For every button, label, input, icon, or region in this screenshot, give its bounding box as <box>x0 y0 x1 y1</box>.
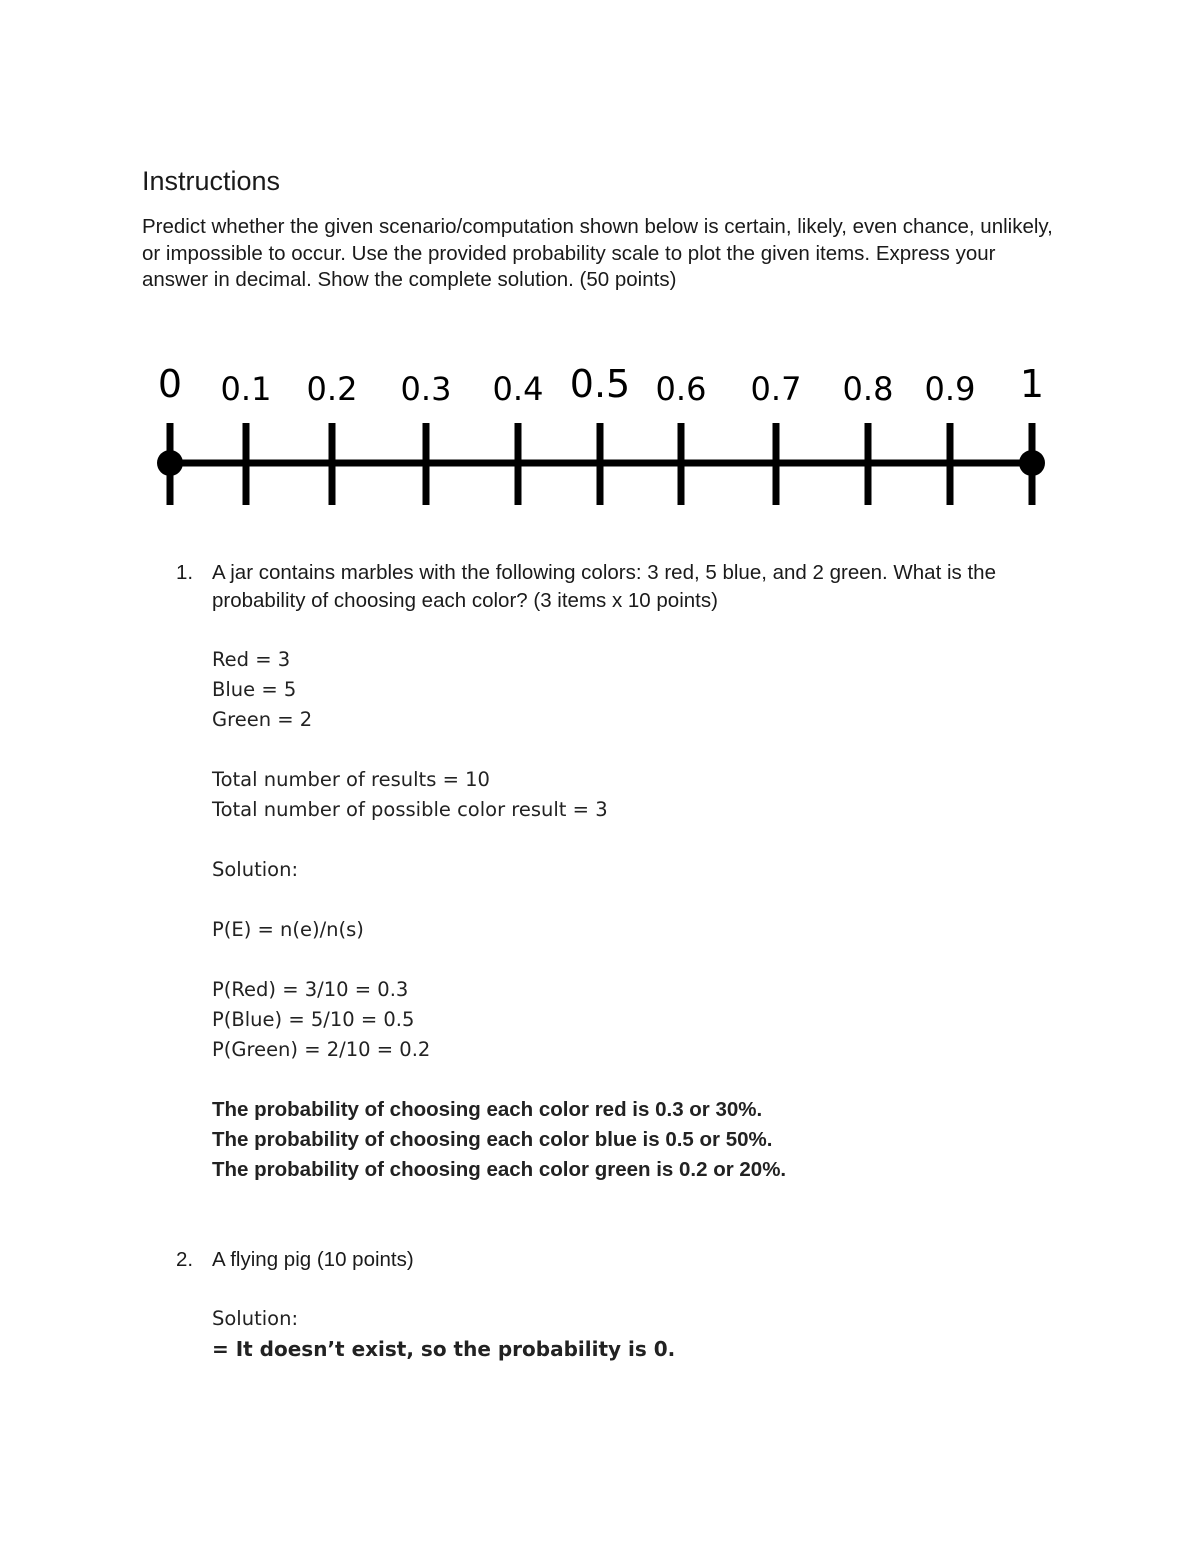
given-blue: Blue = 5 <box>212 678 297 701</box>
scale-label-0.9: 0.9 <box>924 370 976 408</box>
answer-green: The probability of choosing each color green is 0.2 or 20%. <box>212 1158 787 1181</box>
formula: P(E) = n(e)/n(s) <box>212 918 364 941</box>
scale-label-0.6: 0.6 <box>655 370 707 408</box>
question-number: 2. <box>176 1248 194 1271</box>
scale-label-0.8: 0.8 <box>842 370 894 408</box>
computation-blue: P(Blue) = 5/10 = 0.5 <box>212 1008 415 1031</box>
probability-scale-graphic <box>140 355 1060 520</box>
instructions-text: Predict whether the given scenario/computation shown below is certain, likely, even chance, unlikely, or impossible to occur. Use the provided probability scale to plot the given items. Express your answer in decimal. Show the complete solution. (50 points) <box>142 215 1053 291</box>
computation-green: P(Green) = 2/10 = 0.2 <box>212 1038 431 1061</box>
answer-blue: The probability of choosing each color blue is 0.5 or 50%. <box>212 1128 773 1151</box>
scale-label-0.1: 0.1 <box>220 370 272 408</box>
given-green: Green = 2 <box>212 708 313 731</box>
scale-endpoint-dot <box>157 450 183 476</box>
instructions-heading: Instructions <box>142 166 281 196</box>
answer-red: The probability of choosing each color red is 0.3 or 30%. <box>212 1098 763 1121</box>
scale-label-1: 1 <box>1019 362 1045 406</box>
final-answer: = It doesn’t exist, so the probability is 0. <box>212 1337 676 1361</box>
question-text: A jar contains marbles with the following colors: 3 red, 5 blue, and 2 green. What is the probability of choosing each color? (3 items x 10 points) <box>212 561 996 612</box>
scale-label-0: 0 <box>157 362 183 406</box>
given-red: Red = 3 <box>212 648 291 671</box>
total-results: Total number of results = 10 <box>212 768 490 791</box>
solution-label: Solution: <box>212 858 299 881</box>
scale-label-0.2: 0.2 <box>306 370 358 408</box>
computation-red: P(Red) = 3/10 = 0.3 <box>212 978 409 1001</box>
total-colors: Total number of possible color result = 3 <box>212 798 608 821</box>
question-text: A flying pig (10 points) <box>212 1248 414 1271</box>
scale-label-0.3: 0.3 <box>400 370 452 408</box>
solution-label: Solution: <box>212 1307 299 1330</box>
question-number: 1. <box>176 561 194 584</box>
scale-label-0.7: 0.7 <box>750 370 802 408</box>
scale-label-0.5: 0.5 <box>569 362 631 406</box>
scale-label-0.4: 0.4 <box>492 370 544 408</box>
scale-endpoint-dot <box>1019 450 1045 476</box>
probability-scale <box>140 355 1060 520</box>
